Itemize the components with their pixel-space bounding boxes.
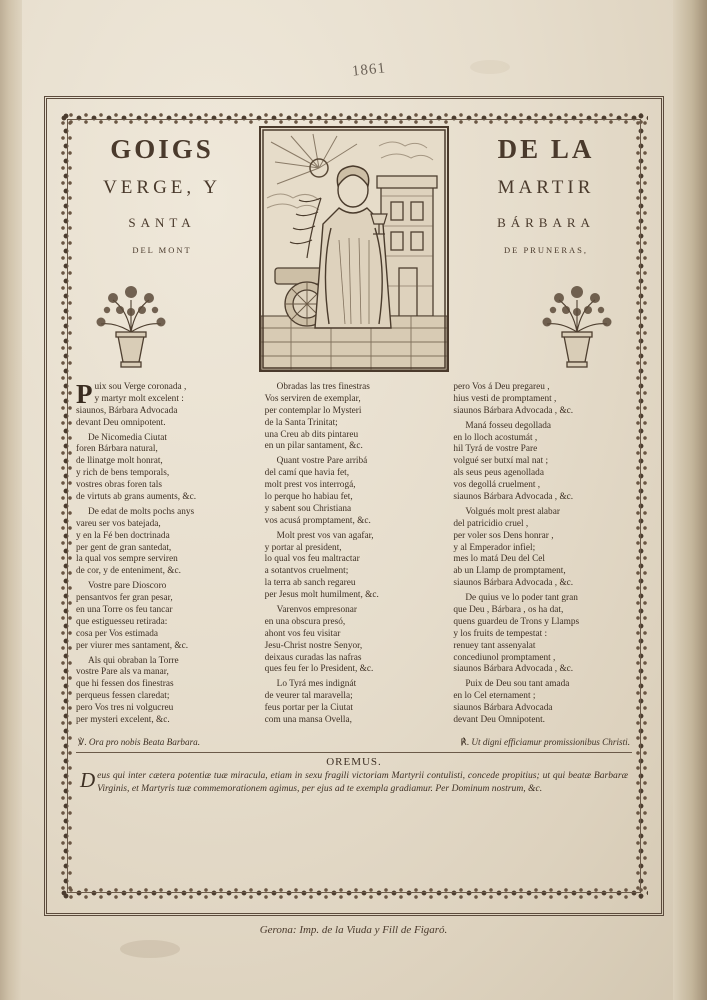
- page-edge-right: [673, 0, 707, 1000]
- verse-line: de veurer tal maravella;: [264, 691, 353, 702]
- verse-line: que estiguesseu retirada:: [76, 616, 168, 627]
- stanza: [453, 679, 632, 727]
- verse-line: Maná fosseu degollada: [465, 420, 552, 431]
- verse-line: pensantvos fer gran pesar,: [76, 593, 173, 604]
- verse-line: devant Deu Omnipotent.: [453, 715, 546, 726]
- verse-line: Lo Tyrá mes indignát: [276, 679, 357, 690]
- verse-column-1: [76, 379, 255, 730]
- title-right: [460, 126, 632, 255]
- ornamental-frame: [44, 96, 664, 916]
- verse-line: ab un Llamp de promptament,: [453, 566, 566, 577]
- verse-line: renuey tant assenyalat: [453, 640, 536, 651]
- stanza: [265, 456, 444, 527]
- verse-line: feus portar per la Ciutat: [264, 703, 353, 714]
- title-goigs: GOIGS: [110, 134, 214, 164]
- verse-line: mes lo matá Deu del Cel: [453, 554, 545, 565]
- verse-line: deixaus curadas las nafras: [264, 652, 362, 663]
- verse-line: quens guardeu de Trons y Llamps: [453, 616, 580, 627]
- verse-line: per viurer mes santament, &c.: [76, 640, 189, 651]
- verse-line: per mysteri excelent, &c.: [76, 715, 170, 726]
- verse-line: en lo Cel eternament ;: [453, 691, 536, 702]
- verse-line: y sabent sou Christiana: [264, 503, 352, 514]
- stanza: [76, 507, 255, 578]
- stanza: [265, 679, 444, 727]
- verse-columns: [76, 379, 632, 730]
- versicle-response-row: [76, 737, 632, 748]
- stanza: [453, 593, 632, 676]
- verse-line: concediunol promptament ,: [453, 652, 556, 663]
- verse-line: y portar al president,: [264, 542, 342, 553]
- verse-line: per contemplar lo Mysteri: [264, 405, 362, 416]
- verse-line: Vostre pare Dioscoro: [88, 581, 167, 592]
- verse-line: lo qual vos feu maltractar: [264, 554, 360, 565]
- title-barbara: BÁRBARA: [497, 215, 595, 230]
- verse-line: Molt prest vos van agafar,: [276, 530, 374, 541]
- verse-line: lo perque ho habiau fet,: [264, 492, 353, 503]
- verse-column-3: [453, 382, 632, 730]
- verse-line: Als qui obraban la Torre: [88, 655, 179, 666]
- title-santa: SANTA: [128, 215, 196, 230]
- page-edge-left: [0, 0, 22, 1000]
- stanza: [76, 581, 255, 652]
- verse-line: de la Santa Trinitat;: [264, 417, 338, 428]
- verse-line: la qual vos sempre serviren: [76, 554, 178, 565]
- bouquet-ornaments: [76, 276, 632, 372]
- verse-line: de virtuts ab grans auments, &c.: [76, 492, 197, 503]
- verse-line: en una Torre os feu tancar: [76, 605, 173, 616]
- verse-line: molt prest vos interrogá,: [264, 480, 356, 491]
- verse-line: y al Emperador infiel;: [453, 542, 536, 553]
- verse-line: siaunos, Bárbara Advocada: [76, 405, 178, 416]
- verse-line: per voler sos Dens honrar ,: [453, 530, 554, 541]
- verse-line: per Jesus molt humilment, &c.: [264, 590, 379, 601]
- verse-line: Varenvos empresonar: [276, 605, 357, 616]
- verse-line: De Nicomedia Ciutat: [88, 432, 168, 443]
- verse-line: als seus peus agenollada: [453, 468, 544, 479]
- flower-vase-right-icon: [522, 276, 632, 372]
- verse-line: a sotantvos cruelment;: [264, 566, 349, 577]
- verse-line: la terra ab sanch regareu: [264, 578, 356, 589]
- verse-line: de llinatge molt honrat,: [76, 456, 163, 467]
- broadside-content: [67, 119, 641, 893]
- verse-line: en un pilar santament, &c.: [264, 441, 363, 452]
- verse-line: vos acusá promptament, &c.: [264, 515, 371, 526]
- stanza: [453, 382, 632, 418]
- verse-line: pero Vos á Deu pregareu ,: [453, 382, 550, 392]
- verse-line: en lo lloch acostumát ,: [453, 432, 538, 443]
- versicle-right: [460, 737, 630, 748]
- prayer-text: eus qui inter cætera potentiæ tuæ miracula, etiam in sexu fragili victoriam Martyrii contulisti, concede propitius; ut qui beatæ Barbaræ Virginis, et Martyris tuæ commemorationem agimus, per ejus ad te exempla gradiamur. Per Dominum nostrum, &c.: [97, 769, 628, 794]
- title-de-pruneras: DE PRUNERAS,: [504, 245, 588, 255]
- verse-line: perqueus fessen claredat;: [76, 691, 170, 702]
- verse-line: Jesu-Christ nostre Senyor,: [264, 640, 363, 651]
- paper-stain: [470, 60, 510, 74]
- verse-line: hil Tyrá de vostre Pare: [453, 444, 538, 455]
- verse-line: y en la Fé ben doctrinada: [76, 530, 170, 541]
- verse-line: vostres obras foren tals: [76, 480, 162, 491]
- verse-line: ahont vos feu visitar: [264, 628, 341, 639]
- verse-line: Volgués molt prest alabar: [465, 506, 560, 517]
- verse-line: vos degollá cruelment ,: [453, 480, 541, 491]
- printer-imprint: Gerona: Imp. de la Viuda y Fill de Figaró.: [259, 924, 448, 936]
- title-martir: MARTIR: [497, 177, 595, 198]
- verse-line: y los fruits de tempestat :: [453, 628, 548, 639]
- verse-line: en una obscura presó,: [264, 616, 346, 627]
- oremus-heading: OREMUS.: [326, 755, 382, 768]
- verse-line: foren Bárbara natural,: [76, 444, 158, 455]
- versicle-left: [78, 737, 200, 748]
- verse-line: siaunos Bárbara Advocada: [453, 703, 553, 714]
- verse-line: del camí que havia fet,: [264, 468, 350, 479]
- stanza: [265, 531, 444, 602]
- title-de-la: DE LA: [497, 134, 595, 164]
- verse-line: ques feu fer lo President, &c.: [264, 664, 374, 675]
- verse-line: uix sou Verge coronada ,: [94, 382, 187, 392]
- verse-line: volgué ser butxí mal nat ;: [453, 456, 549, 467]
- verse-line: pero Vos tres ni volgucreu: [76, 703, 174, 714]
- stanza: [265, 382, 444, 453]
- verse-line: una Creu ab dits pintareu: [264, 429, 359, 440]
- verse-line: siaunos Bárbara Advocada , &c.: [453, 405, 574, 416]
- verse-line: y rich de bens temporals,: [76, 468, 170, 479]
- verse-line: que Deu , Bárbara , os ha dat,: [453, 605, 564, 616]
- title-del-mont: DEL MONT: [132, 245, 192, 255]
- verse-line: de cor, y de enteniment, &c.: [76, 566, 181, 577]
- pencil-annotation: 1861: [351, 60, 387, 80]
- verse-line: siaunos Bárbara Advocada , &c.: [453, 664, 574, 675]
- verse-line: De quius ve lo poder tant gran: [465, 593, 578, 604]
- prayer-drop-cap: D: [80, 767, 96, 792]
- response-text: Ut digni efficiamur promissionibus Christi.: [471, 736, 630, 747]
- versicle-symbol: ℣.: [78, 736, 87, 747]
- divider-rule: [76, 752, 632, 753]
- stanza: [453, 507, 632, 590]
- verse-line: vareu ser vos batejada,: [76, 518, 161, 529]
- verse-line: cosa per Vos estimada: [76, 628, 159, 639]
- verse-line: Puix de Deu sou tant amada: [465, 679, 570, 690]
- stanza: [453, 421, 632, 504]
- verse-line: Obradas las tres finestras: [276, 382, 370, 392]
- response-symbol: ℟.: [460, 736, 470, 747]
- verse-line: devant Deu omnipotent.: [76, 417, 166, 428]
- verse-line: siaunos Bárbara Advocada , &c.: [453, 492, 574, 503]
- verse-line: hius vesti de promptament ,: [453, 393, 557, 404]
- drop-cap: P: [76, 379, 93, 409]
- title-left: [76, 126, 248, 255]
- latin-prayer: [76, 767, 632, 795]
- verse-line: per gent de gran santedat,: [76, 542, 172, 553]
- verse-line: com una mansa Ovella,: [264, 715, 352, 726]
- verse-line: Quant vostre Pare arribá: [276, 456, 368, 467]
- verse-line: del patricidio cruel ,: [453, 518, 529, 529]
- stanza: [76, 379, 255, 430]
- stanza: [76, 656, 255, 727]
- title-verge: VERGE, Y: [103, 177, 221, 198]
- verse-line: y martyr molt excelent :: [94, 393, 184, 404]
- versicle-text: Ora pro nobis Beata Barbara.: [88, 736, 201, 747]
- paper-stain: [120, 940, 180, 958]
- verse-line: vostre Pare als va manar,: [76, 667, 169, 678]
- verse-line: Vos serviren de exemplar,: [264, 393, 361, 404]
- stanza: [76, 433, 255, 504]
- verse-column-2: [265, 382, 444, 730]
- stanza: [265, 605, 444, 676]
- verse-line: que hi fessen dos finestras: [76, 679, 174, 690]
- verse-line: siaunos Bárbara Advocada , &c.: [453, 578, 574, 589]
- verse-line: De edat de molts pochs anys: [88, 506, 195, 517]
- flower-vase-left-icon: [76, 276, 186, 372]
